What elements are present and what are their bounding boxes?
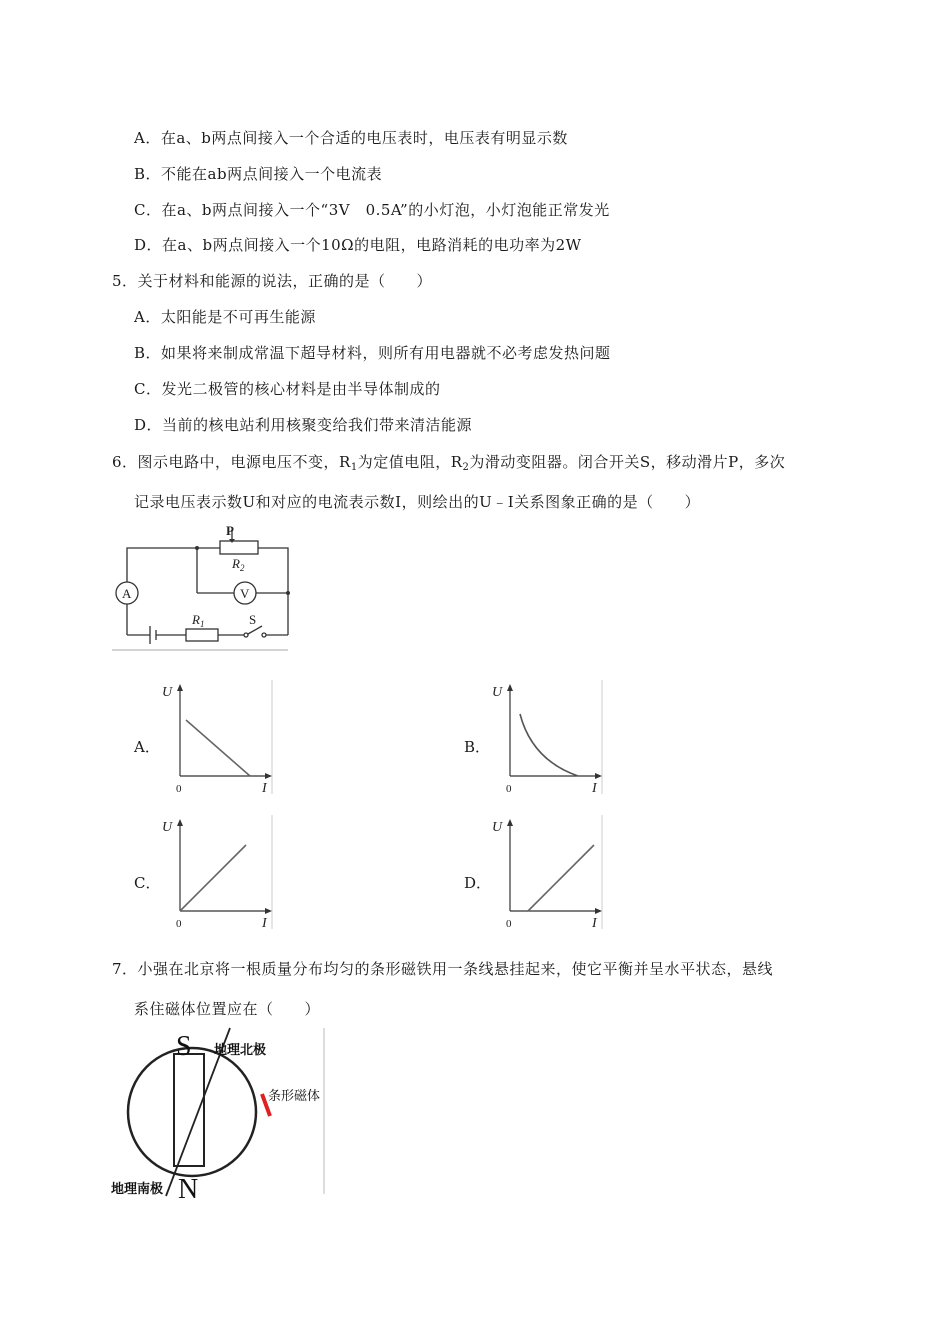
graph-d [488, 815, 606, 931]
geographic-north-label: 地理北极 [214, 1042, 267, 1057]
graph-d-y-label: U [492, 820, 503, 835]
r2-label: $R_2$ [232, 556, 245, 573]
q4-option-a: A．在a、b两点间接入一个合适的电压表时，电压表有明显示数 [134, 129, 568, 147]
q7-stem: 7．小强在北京将一根质量分布均匀的条形磁铁用一条线悬挂起来，使它平衡并呈水平状态，悬线 [112, 960, 774, 978]
q5-option-d: D．当前的核电站利用核聚变给我们带来清洁能源 [134, 416, 473, 434]
graph-c-y-label: U [162, 820, 173, 835]
pole-n-label: N [178, 1174, 199, 1200]
q5-option-b: B．如果将来制成常温下超导材料，则所有用电器就不必考虑发热问题 [134, 344, 611, 362]
q6-stem: 6．图示电路中，电源电压不变，$R_1$为定值电阻，$R_2$为滑动变阻器。闭合开关S，移动滑片P，多次 [112, 453, 786, 473]
r1-label: $R_1$ [192, 612, 205, 629]
earth-magnet-figure [110, 1022, 330, 1200]
q5-option-c: C．发光二极管的核心材料是由半导体制成的 [134, 380, 441, 398]
voltmeter-label: V [240, 586, 250, 601]
graph-b-origin: 0 [506, 783, 512, 795]
graph-option-b-label: B． [464, 738, 491, 756]
circuit-diagram [112, 520, 294, 654]
slider-p-label: P [226, 523, 234, 538]
graph-a-origin: 0 [176, 783, 182, 795]
graph-a-x-label: I [262, 781, 267, 796]
graph-c-origin: 0 [176, 918, 182, 930]
graph-c [158, 815, 276, 931]
graph-b [488, 680, 606, 796]
q5-option-a: A．太阳能是不可再生能源 [134, 308, 316, 326]
graph-b-x-label: I [592, 781, 597, 796]
q4-option-c: C．在a、b两点间接入一个“3V 0.5A”的小灯泡，小灯泡能正常发光 [134, 201, 610, 219]
graph-a-y-label: U [162, 685, 173, 700]
bar-magnet-label: 条形磁体 [268, 1088, 321, 1103]
graph-option-c-label: C． [134, 874, 161, 892]
graph-d-x-label: I [592, 916, 597, 931]
q5-stem: 5．关于材料和能源的说法，正确的是（ ） [112, 272, 433, 290]
q6-stem-line2: 记录电压表示数U和对应的电流表示数I，则绘出的U﹣I关系图象正确的是（ ） [134, 493, 701, 511]
graph-a [158, 680, 276, 796]
graph-c-x-label: I [262, 916, 267, 931]
q4-option-d: D．在a、b两点间接入一个10Ω的电阻，电路消耗的电功率为2W [134, 236, 582, 254]
geographic-south-label: 地理南极 [111, 1181, 164, 1196]
pole-s-label: S [176, 1031, 192, 1062]
graph-option-a-label: A． [134, 738, 160, 756]
q4-option-b: B．不能在ab两点间接入一个电流表 [134, 165, 383, 183]
graph-option-d-label: D． [464, 874, 492, 892]
graph-d-origin: 0 [506, 918, 512, 930]
graph-b-y-label: U [492, 685, 503, 700]
ammeter-label: A [122, 586, 132, 601]
q7-stem-line2: 系住磁体位置应在（ ） [134, 1000, 321, 1018]
switch-s-label: S [249, 612, 257, 627]
